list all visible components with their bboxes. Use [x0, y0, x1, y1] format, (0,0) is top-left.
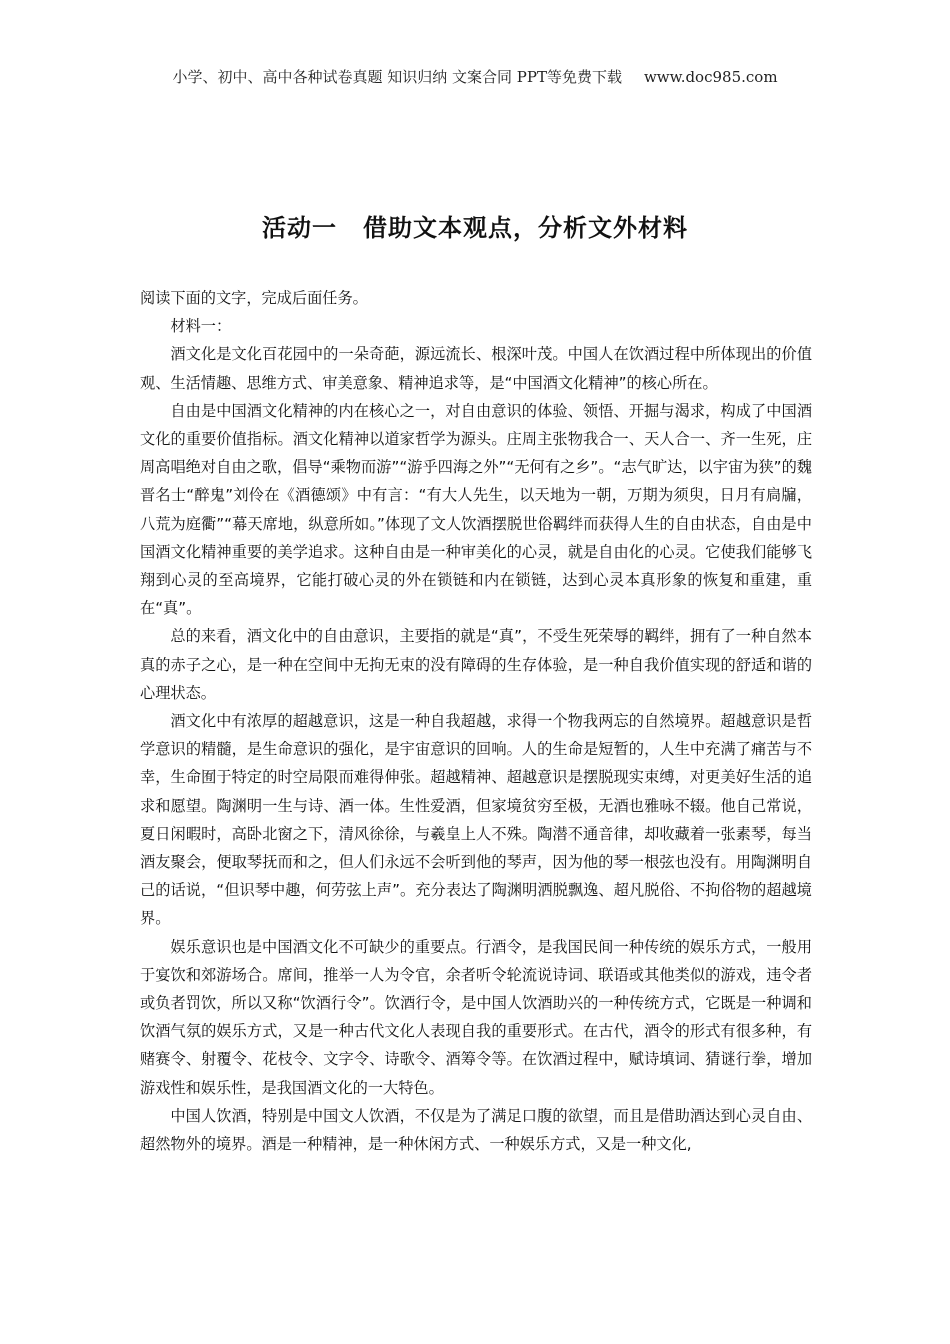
page-header [0, 66, 950, 87]
header-site: www.doc985.com [643, 68, 778, 86]
material-label: 材料一： [170, 317, 232, 336]
paragraph: 总的来看，酒文化中的自由意识，主要指的就是“真”，不受生死荣辱的羁绊，拥有了一种自然本真的赤子之心，是一种在空间中无拘无束的没有障碍的生存体验，是一种自我价值实现的舒适和谐的心理状态。 [140, 627, 812, 702]
paragraph: 中国人饮酒，特别是中国文人饮酒，不仅是为了满足口腹的欲望，而且是借助酒达到心灵自由、超然物外的境界。酒是一种精神，是一种休闲方式、一种娱乐方式，又是一种文化, [140, 1106, 812, 1154]
page-title [0, 208, 950, 243]
intro-line: 阅读下面的文字，完成后面任务。 [140, 289, 368, 307]
document-body [140, 284, 812, 1158]
paragraph: 自由是中国酒文化精神的内在核心之一，对自由意识的体验、领悟、开掘与渴求，构成了中国酒文化的重要价值指标。酒文化精神以道家哲学为源头。庄周主张物我合一、天人合一、齐一生死，庄周高唱绝对自由之歌，倡导“乘物而游”“游乎四海之外”“无何有之乡”。“志气旷达，以宇宙为狭”的魏晋名士“醉鬼”刘伶在《酒德颂》中有言：“有大人先生，以天地为一朝，万期为须臾，日月有扃牖，八荒为庭衢”“幕天席地，纵意所如。”体现了文人饮酒摆脱世俗羁绊而获得人生的自由状态，自由是中国酒文化精神重要的美学追求。这种自由是一种审美化的心灵，就是自由化的心灵。它使我们能够飞翔到心灵的至高境界，它能打破心灵的外在锁链和内在锁链，达到心灵本真形象的恢复和重建，重在“真”。 [140, 401, 812, 618]
title-topic: 借助文本观点，分析文外材料 [363, 214, 688, 242]
paragraph: 酒文化是文化百花园中的一朵奇葩，源远流长、根深叶茂。中国人在饮酒过程中所体现出的价值观、生活情趣、思维方式、审美意象、精神追求等，是“中国酒文化精神”的核心所在。 [140, 345, 812, 392]
paragraph: 娱乐意识也是中国酒文化不可缺少的重要点。行酒令，是我国民间一种传统的娱乐方式，一般用于宴饮和郊游场合。席间，推举一人为令官，余者听令轮流说诗词、联语或其他类似的游戏，违令者或负者罚饮，所以又称“饮酒行令”。饮酒行令，是中国人饮酒助兴的一种传统方式，它既是一种调和饮酒气氛的娱乐方式，又是一种古代文化人表现自我的重要形式。在古代，酒令的形式有很多种，有赌赛令、射覆令、花枝令、文字令、诗歌令、酒筹令等。在饮酒过程中，赋诗填词、猜谜行拳，增加游戏性和娱乐性，是我国酒文化的一大特色。 [140, 937, 812, 1097]
title-activity: 活动一 [262, 214, 337, 242]
paragraph: 酒文化中有浓厚的超越意识，这是一种自我超越，求得一个物我两忘的自然境界。超越意识是哲学意识的精髓，是生命意识的强化，是宇宙意识的回响。人的生命是短暂的，人生中充满了痛苦与不幸，生命囿于特定的时空局限而难得伸张。超越精神、超越意识是摆脱现实束缚，对更美好生活的追求和愿望。陶渊明一生与诗、酒一体。生性爱酒，但家境贫穷至极，无酒也雅咏不辍。他自己常说，夏日闲暇时，高卧北窗之下，清风徐徐，与羲皇上人不殊。陶潜不通音律，却收藏着一张素琴，每当酒友聚会，便取琴抚而和之，但人们永远不会听到他的琴声，因为他的琴一根弦也没有。用陶渊明自己的话说，“但识琴中趣，何劳弦上声”。充分表达了陶渊明洒脱飘逸、超凡脱俗、不拘俗物的超越境界。 [140, 712, 812, 928]
header-text: 小学、初中、高中各种试卷真题 知识归纳 文案合同 PPT等免费下载 [172, 68, 622, 86]
